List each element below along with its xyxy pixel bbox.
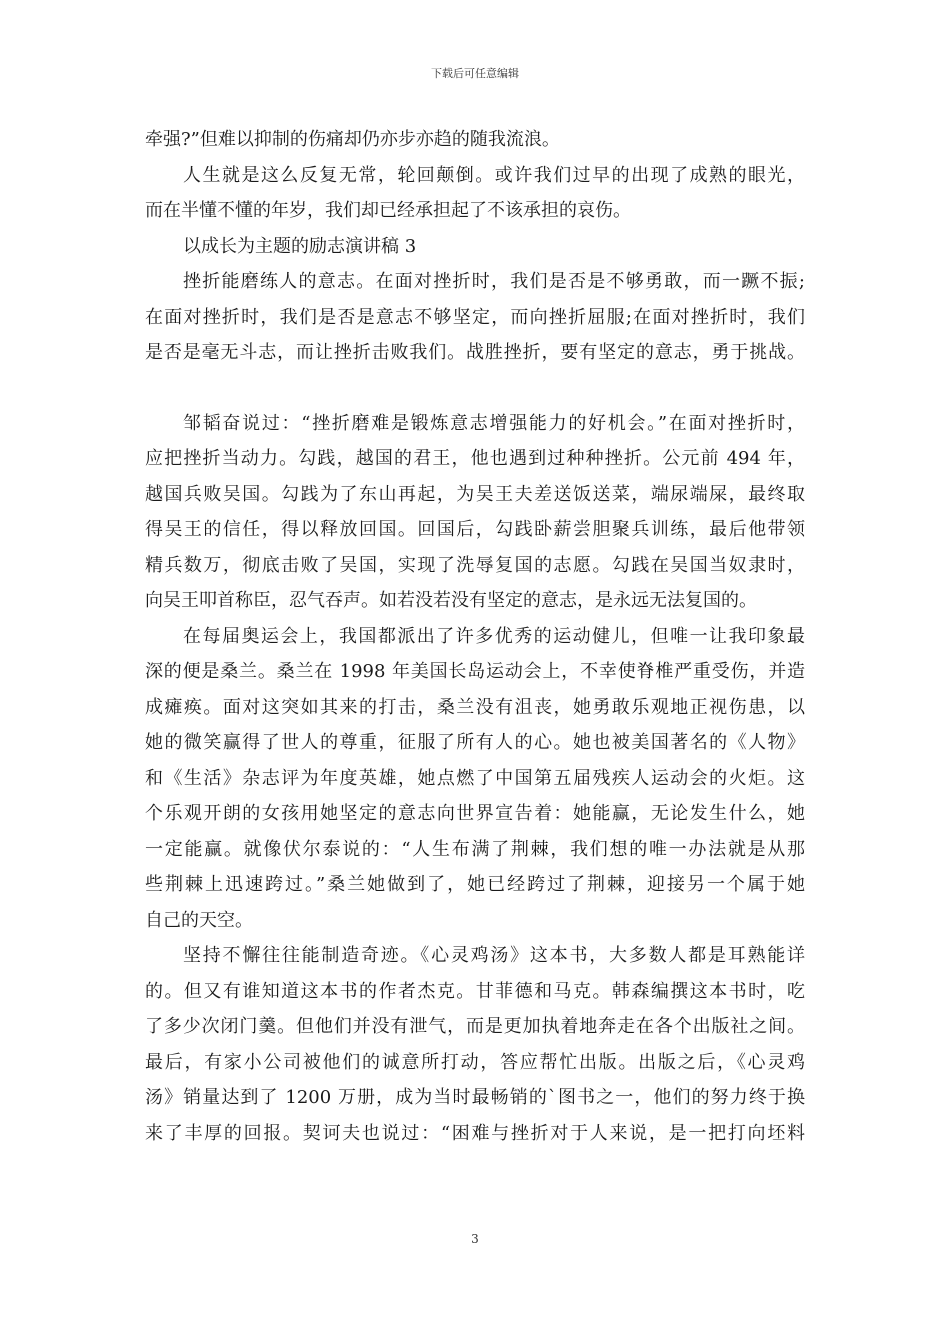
text-line: 是否是毫无斗志，而让挫折击败我们。战胜挫折，要有坚定的意志，勇于挑战。	[145, 342, 805, 363]
paragraph-gap	[145, 371, 805, 406]
text-line: 越国兵败吴国。勾践为了东山再起，为吴王夫差送饭送菜，端尿端屎，最终取	[145, 483, 805, 505]
text-line: 一定能赢。就像伏尔泰说的：“人生布满了荆棘，我们想的唯一办法就是从那	[145, 838, 805, 860]
text-line: 深的便是桑兰。桑兰在 1998 年美国长岛运动会上，不幸使脊椎严重受伤，并造	[145, 661, 805, 682]
text-line: 成瘫痪。面对这突如其来的打击，桑兰没有沮丧，她勇敢乐观地正视伤患，以	[145, 696, 805, 718]
text-line: 邹韬奋说过：“挫折磨难是锻炼意志增强能力的好机会。”在面对挫折时，	[183, 412, 805, 434]
text-line: 在面对挫折时，我们是否是意志不够坚定，而向挫折屈服;在面对挫折时，我们	[145, 306, 805, 328]
text-line: 些荆棘上迅速跨过。”桑兰她做到了，她已经跨过了荆棘，迎接另一个属于她	[145, 874, 805, 895]
text-line: 自己的天空。	[145, 909, 253, 931]
text-line: 精兵数万，彻底击败了吴国，实现了洗辱复国的志愿。勾践在吴国当奴隶时，	[145, 554, 805, 576]
text-line: 汤》销量达到了 1200 万册，成为当时最畅销的`图书之一，他们的努力终于换	[145, 1087, 805, 1108]
text-line: 坚持不懈往往能制造奇迹。《心灵鸡汤》这本书，大多数人都是耳熟能详	[183, 945, 805, 966]
text-line: 而在半懂不懂的年岁，我们却已经承担起了不该承担的哀伤。	[145, 200, 631, 221]
text-line: 她的微笑赢得了世人的尊重，征服了所有人的心。她也被美国著名的《人物》	[145, 732, 805, 753]
text-line: 的。但又有谁知道这本书的作者杰克。甘菲德和马克。韩森编撰这本书时，吃	[145, 980, 805, 1002]
page-header: 下载后可任意编辑	[431, 67, 519, 80]
text-line: 应把挫折当动力。勾践，越国的君王，他也遇到过种种挫折。公元前 494 年，	[145, 448, 805, 469]
text-line: 和《生活》杂志评为年度英雄，她点燃了中国第五届残疾人运动会的火炬。这	[145, 767, 805, 789]
text-line: 牵强?”但难以抑制的伤痛却仍亦步亦趋的随我流浪。	[145, 129, 560, 150]
text-line: 在每届奥运会上，我国都派出了许多优秀的运动健儿，但唯一让我印象最	[183, 625, 805, 647]
text-line: 人生就是这么反复无常，轮回颠倒。或许我们过早的出现了成熟的眼光，	[183, 164, 805, 186]
section-heading: 以成长为主题的励志演讲稿 3	[183, 235, 417, 257]
text-line: 挫折能磨练人的意志。在面对挫折时，我们是否是不够勇敢，而一蹶不振;	[183, 271, 805, 292]
text-line: 向吴王叩首称臣，忍气吞声。如若没若没有坚定的意志，是永远无法复国的。	[145, 590, 757, 611]
text-line: 得吴王的信任，得以释放回国。回国后，勾践卧薪尝胆聚兵训练，最后他带领	[145, 519, 805, 540]
document-body	[145, 122, 805, 1151]
text-line: 来了丰厚的回报。契诃夫也说过：“困难与挫折对于人来说，是一把打向坯料	[145, 1122, 805, 1144]
text-line: 最后，有家小公司被他们的诚意所打动，答应帮忙出版。出版之后，《心灵鸡	[145, 1051, 805, 1073]
page-number: 3	[471, 1232, 479, 1246]
text-line: 个乐观开朗的女孩用她坚定的意志向世界宣告着：她能赢，无论发生什么，她	[145, 803, 805, 824]
text-line: 了多少次闭门羹。但他们并没有泄气，而是更加执着地奔走在各个出版社之间。	[145, 1016, 805, 1037]
